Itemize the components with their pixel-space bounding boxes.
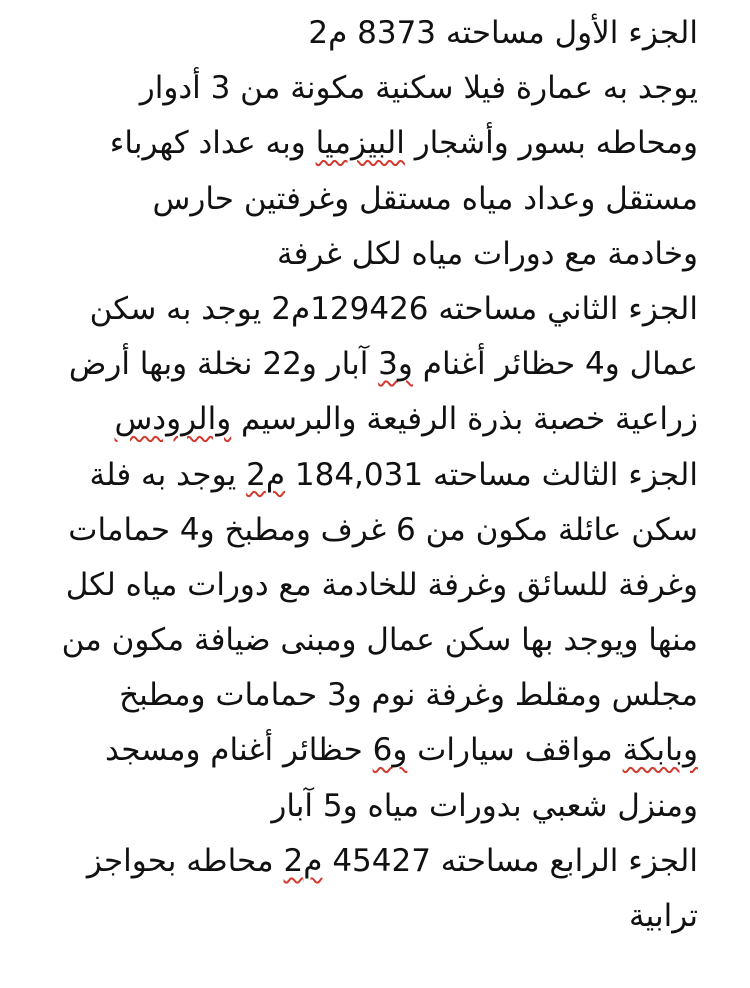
misspelled-word[interactable]: و6 — [372, 732, 408, 769]
text-line-11 — [44, 558, 698, 613]
text-segment: آبار و22 نخلة وبها أرض — [68, 346, 379, 383]
misspelled-word[interactable]: و3 — [378, 346, 413, 383]
text-segment: عمال و4 حظائر أغنام — [412, 346, 698, 383]
text-segment: الجزء الأول مساحته 8373 م2 — [308, 15, 698, 51]
text-segment: وبه عداد كهرباء — [109, 125, 316, 162]
text-segment: الجزء الثالث مساحته 184,031 — [285, 456, 698, 493]
text-segment: زراعية خصبة بذرة الرفيعة والبرسيم — [231, 401, 698, 438]
misspelled-word[interactable]: البيزميا — [315, 125, 405, 162]
text-segment: منها ويوجد بها سكن عمال ومبنى ضيافة مكون من — [61, 622, 698, 659]
text-segment: وغرفة للسائق وغرفة للخادمة مع دورات مياه لكل — [65, 566, 698, 603]
text-segment: مواقف سيارات — [407, 732, 623, 769]
text-segment: يوجد به فلة — [89, 456, 247, 493]
text-line-14 — [44, 723, 698, 778]
text-segment: حظائر أغنام ومسجد — [104, 732, 373, 769]
text-segment: الجزء الثاني مساحته 129426م2 يوجد به سكن — [89, 290, 698, 327]
text-segment: الجزء الرابع مساحته 45427 — [322, 842, 698, 879]
text-segment: يوجد به عمارة فيلا سكنية مكونة من 3 أدوار — [139, 70, 698, 107]
text-segment: محاطه بحواجز — [86, 842, 284, 879]
note-text-body[interactable] — [44, 6, 698, 944]
text-line-8 — [44, 392, 698, 447]
text-line-9 — [44, 448, 698, 503]
text-line-3 — [44, 116, 698, 171]
text-line-2 — [44, 61, 698, 116]
text-line-1 — [44, 6, 698, 61]
text-line-17 — [44, 889, 698, 944]
text-segment: ومنزل شعبي بدورات مياه و5 آبار — [271, 787, 698, 824]
text-segment: وخادمة مع دورات مياه لكل غرفة — [277, 235, 698, 272]
text-segment: ومحاطه بسور وأشجار — [404, 125, 698, 162]
text-line-6 — [44, 282, 698, 337]
text-segment: مستقل وعداد مياه مستقل وغرفتين حارس — [152, 180, 698, 217]
text-line-7 — [44, 337, 698, 392]
text-segment: سكن عائلة مكون من 6 غرف ومطبخ و4 حمامات — [68, 511, 698, 548]
text-line-12 — [44, 613, 698, 668]
text-line-10 — [44, 503, 698, 558]
text-line-13 — [44, 668, 698, 723]
misspelled-word[interactable]: والرودس — [114, 401, 232, 438]
text-line-15 — [44, 779, 698, 834]
text-line-5 — [44, 227, 698, 282]
misspelled-word[interactable]: م2 — [283, 842, 323, 879]
text-segment: ترابية — [629, 898, 698, 934]
text-segment: مجلس ومقلط وغرفة نوم و3 حمامات ومطبخ — [119, 677, 698, 714]
misspelled-word[interactable]: وبابكة — [622, 732, 698, 769]
misspelled-word[interactable]: م2 — [246, 456, 286, 493]
text-line-16 — [44, 834, 698, 889]
text-line-4 — [44, 172, 698, 227]
